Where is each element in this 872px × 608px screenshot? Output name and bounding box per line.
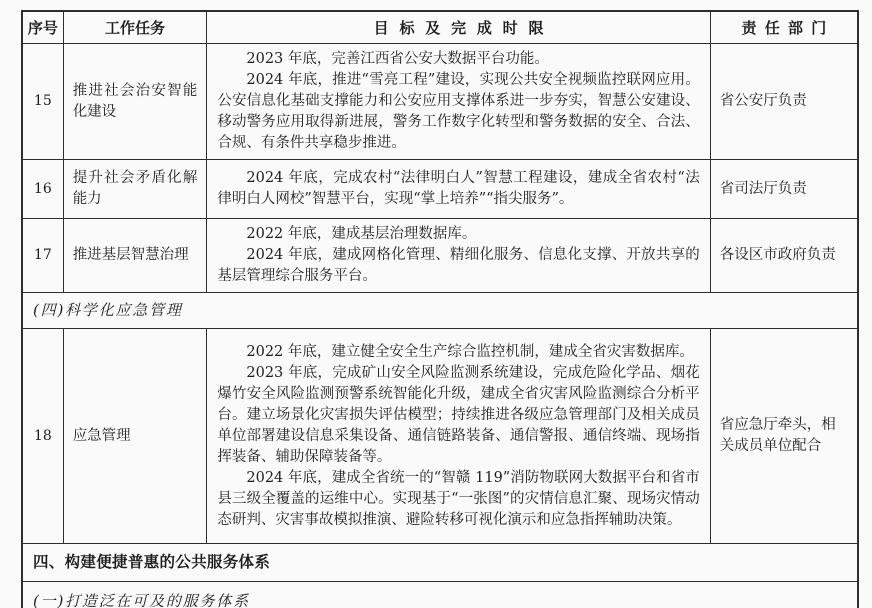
task-name: 应急管理 bbox=[63, 329, 207, 544]
table-row bbox=[22, 44, 858, 160]
table-header-row bbox=[22, 11, 858, 44]
header-goal: 目标及完成时限 bbox=[207, 11, 710, 44]
header-dept: 责任部门 bbox=[710, 11, 858, 44]
responsible-dept: 省应急厅牵头，相关成员单位配合 bbox=[710, 329, 858, 544]
section-label: (四)科学化应急管理 bbox=[22, 293, 858, 329]
section-label: (一)打造泛在可及的服务体系 bbox=[22, 582, 858, 608]
goals-cell bbox=[207, 219, 710, 293]
goal-paragraph: 2024 年底，建成全省统一的“智赣 119”消防物联网大数据平台和省市县三级全覆盖的运维中心。实现基于“一张图”的灾情信息汇聚、现场灾情动态研判、灾害事故模拟推演、避险转移可视化演示和应急指挥辅助决策。 bbox=[217, 469, 700, 528]
row-number: 17 bbox=[22, 219, 63, 293]
header-task: 工作任务 bbox=[63, 11, 207, 44]
section-row bbox=[22, 582, 858, 608]
goal-paragraph: 2022 年底，建立健全安全生产综合监控机制，建成全省灾害数据库。 bbox=[246, 343, 694, 360]
header-no: 序号 bbox=[22, 11, 63, 44]
goal-paragraph: 2022 年底，建成基层治理数据库。 bbox=[246, 226, 477, 242]
row-number: 18 bbox=[22, 329, 63, 544]
table-row bbox=[22, 219, 858, 293]
section-row bbox=[22, 293, 858, 329]
section-heading: 四、构建便捷普惠的公共服务体系 bbox=[22, 544, 858, 582]
goals-cell bbox=[207, 44, 710, 160]
section-row bbox=[22, 544, 858, 582]
goal-paragraph: 2024 年底，完成农村“法律明白人”智慧工程建设，建成全省农村“法律明白人网校”智慧平台，实现“掌上培养”“指尖服务”。 bbox=[217, 170, 700, 207]
responsible-dept: 省司法厅负责 bbox=[710, 160, 858, 219]
row-number: 16 bbox=[22, 160, 63, 219]
goals-cell bbox=[207, 329, 710, 544]
responsible-dept: 各设区市政府负责 bbox=[710, 219, 858, 293]
task-name: 推进社会治安智能化建设 bbox=[63, 44, 207, 160]
goals-cell bbox=[207, 160, 710, 219]
table-row bbox=[22, 329, 858, 544]
goal-paragraph: 2024 年底，推进“雪亮工程”建设，实现公共安全视频监控联网应用。公安信息化基础支撑能力和公安应用支撑体系进一步夯实，智慧公安建设、移动警务应用取得新进展，警务工作数字化转型和警务数据的安全、合法、合规、有条件共享稳步推进。 bbox=[217, 72, 700, 151]
row-number: 15 bbox=[22, 44, 63, 160]
goal-paragraph: 2024 年底，建成网格化管理、精细化服务、信息化支撑、开放共享的基层管理综合服务平台。 bbox=[217, 247, 700, 284]
goal-paragraph: 2023 年底，完成矿山安全风险监测系统建设，完成危险化学品、烟花爆竹安全风险监测预警系统智能化升级，建成全省灾害风险监测综合分析平台。建立场景化灾害损失评估模型；持续推进各级应急管理部门及相关成员单位部署建设信息采集设备、通信链路装备、通信警报、通信终端、现场指挥装备、辅助保障装备等。 bbox=[217, 364, 700, 465]
task-name: 推进基层智慧治理 bbox=[63, 219, 207, 293]
work-task-table bbox=[21, 10, 859, 608]
goal-paragraph: 2023 年底，完善江西省公安大数据平台功能。 bbox=[246, 51, 549, 67]
responsible-dept: 省公安厅负责 bbox=[710, 44, 858, 160]
task-name: 提升社会矛盾化解能力 bbox=[63, 160, 207, 219]
table-row bbox=[22, 160, 858, 219]
